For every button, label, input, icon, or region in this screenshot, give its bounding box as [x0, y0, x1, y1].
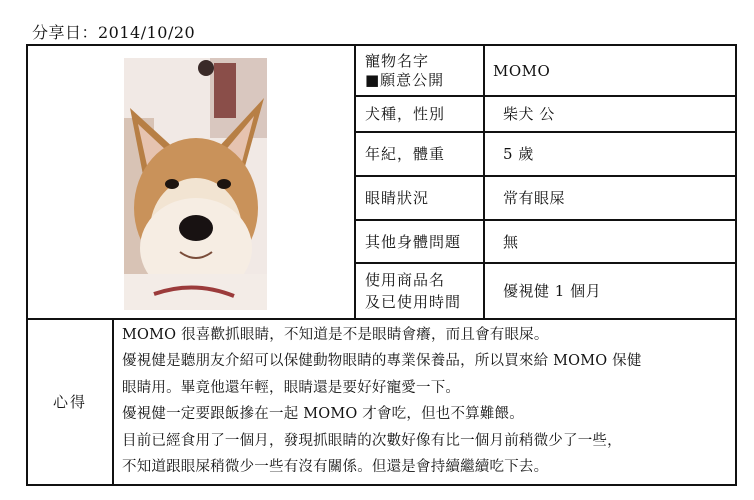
pet-report-form	[26, 44, 737, 486]
divider-notes	[112, 318, 114, 484]
notes-label: 心得	[52, 392, 87, 411]
divider-label-value	[483, 46, 485, 318]
photo-cell	[28, 46, 354, 318]
value-eye-condition: 常有眼屎	[503, 189, 566, 207]
value-product-usage: 優視健 1 個月	[503, 282, 602, 300]
label-pet-name: 寵物名字 ■願意公開	[365, 51, 445, 89]
section-divider	[28, 318, 735, 320]
label-product-usage: 使用商品名 及已使用時間	[365, 271, 462, 311]
label-breed-gender: 犬種，性別	[365, 105, 446, 123]
notes-line: 眼睛用。畢竟他還年輕，眼睛還是要好好寵愛一下。	[122, 379, 461, 396]
value-other-health: 無	[503, 232, 519, 251]
notes-line: 目前已經食用了一個月，發現抓眼睛的次數好像有比一個月前稍微少了一些，	[122, 432, 622, 449]
value-pet-name: MOMO	[493, 61, 551, 80]
divider-photo	[354, 46, 356, 318]
label-eye-condition: 眼睛狀況	[365, 189, 430, 207]
dog-photo	[124, 58, 267, 310]
share-date: 分享日：2014/10/20	[32, 23, 196, 42]
label-age-weight: 年紀，體重	[365, 145, 446, 163]
value-breed-gender: 柴犬 公	[503, 105, 555, 123]
notes-line: 不知道跟眼屎稍微少一些有沒有關係。但還是會持續繼續吃下去。	[122, 459, 549, 476]
notes-text	[122, 322, 732, 480]
label-other-health: 其他身體問題	[365, 232, 462, 251]
notes-line: 優視健是聽朋友介紹可以保健動物眼睛的專業保養品，所以買來給 MOMO 保健	[122, 353, 642, 370]
notes-line: MOMO 很喜歡抓眼睛，不知道是不是眼睛會癢，而且會有眼屎。	[122, 327, 549, 343]
value-age-weight: 5 歲	[503, 145, 534, 163]
notes-line: 優視健一定要跟飯摻在一起 MOMO 才會吃，但也不算難餵。	[122, 406, 524, 423]
